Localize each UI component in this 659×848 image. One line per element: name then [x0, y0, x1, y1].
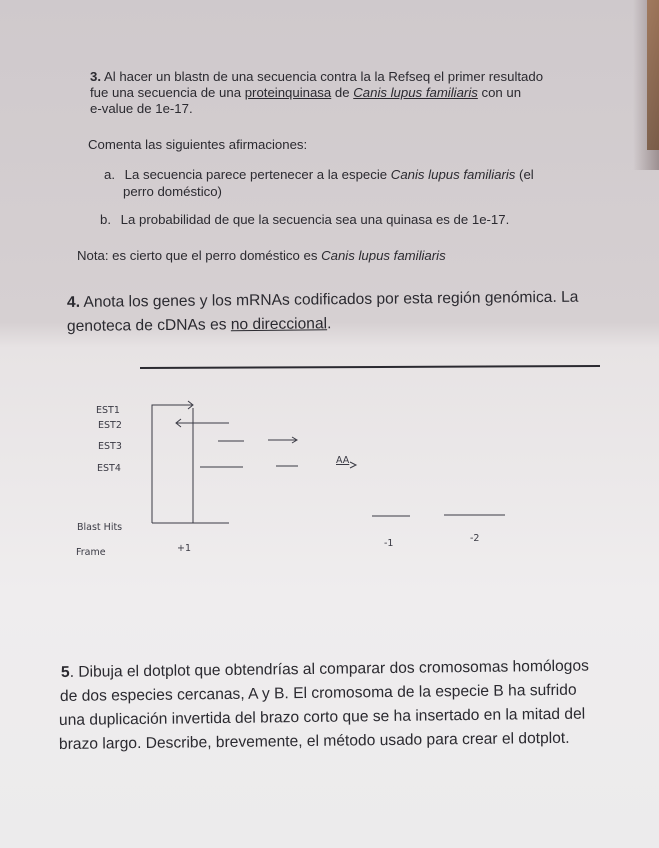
q3-protein-term: proteinquinasa — [244, 85, 332, 100]
q3-a-text-post: (el — [515, 167, 534, 182]
q4-underlined: no direccional — [230, 315, 328, 334]
row-label-blast-hits: Blast Hits — [77, 522, 123, 533]
q4-line2-pre: genoteca de cDNAs es — [66, 316, 231, 335]
q3-number: 3. — [90, 69, 101, 84]
q3-line3: e-value de 1e-17. — [90, 101, 193, 116]
q3-line2-pre: fue una secuencia de una — [90, 85, 245, 100]
row-label-est3: EST3 — [98, 441, 122, 452]
row-label-frame: Frame — [76, 547, 106, 558]
frame-value-plus1: +1 — [177, 543, 192, 554]
q3-line2-post: con un — [477, 85, 522, 100]
q5-line1-text: . Dibuja el dotplot que obtendrías al comparar dos cromosomas homólogos — [69, 657, 589, 681]
q3-b-text: La probabilidad de que la secuencia sea una quinasa es de 1e-17. — [120, 212, 510, 227]
q5-line2: de dos especies cercanas, A y B. El cromosoma de la especie B ha sufrido — [59, 681, 577, 705]
row-label-est2: EST2 — [98, 420, 122, 431]
q4-number: 4. — [66, 293, 81, 311]
q3-a-marker: a. — [104, 167, 115, 182]
q4-line1-text: Anota los genes y los mRNAs codificados por esta región genómica. La — [83, 288, 579, 311]
q5-line3: una duplicación invertida del brazo corto que se ha insertado en la mitad del — [58, 705, 586, 729]
q5-line4: brazo largo. Describe, brevemente, el método usado para crear el dotplot. — [58, 729, 570, 753]
q3-a-text-pre: La secuencia parece pertenecer a la especie — [124, 167, 391, 182]
q3-species: Canis lupus familiaris — [353, 85, 478, 100]
q3-line1-text: Al hacer un blastn de una secuencia contra la la Refseq el primer resultado — [103, 69, 544, 84]
q4-line2-post: . — [326, 315, 332, 333]
q3-note-pre: Nota: es cierto que el perro doméstico es — [77, 248, 322, 263]
q3-note-species: Canis lupus familiaris — [321, 248, 446, 263]
q3-a-species: Canis lupus familiaris — [390, 167, 516, 182]
aa-arrowhead — [350, 462, 356, 468]
row-label-est4: EST4 — [97, 463, 121, 474]
q3-line2-mid: de — [331, 85, 354, 100]
frame-value-minus2: -2 — [470, 533, 480, 544]
q3-prompt: Comenta las siguientes afirmaciones: — [88, 137, 308, 152]
aa-label: AA — [336, 455, 350, 466]
q5-number: 5 — [60, 663, 70, 681]
row-label-est1: EST1 — [96, 405, 120, 416]
q3-b-marker: b. — [100, 212, 111, 227]
q3-item-a-line2: perro doméstico) — [123, 184, 222, 199]
frame-value-minus1: -1 — [384, 538, 394, 549]
